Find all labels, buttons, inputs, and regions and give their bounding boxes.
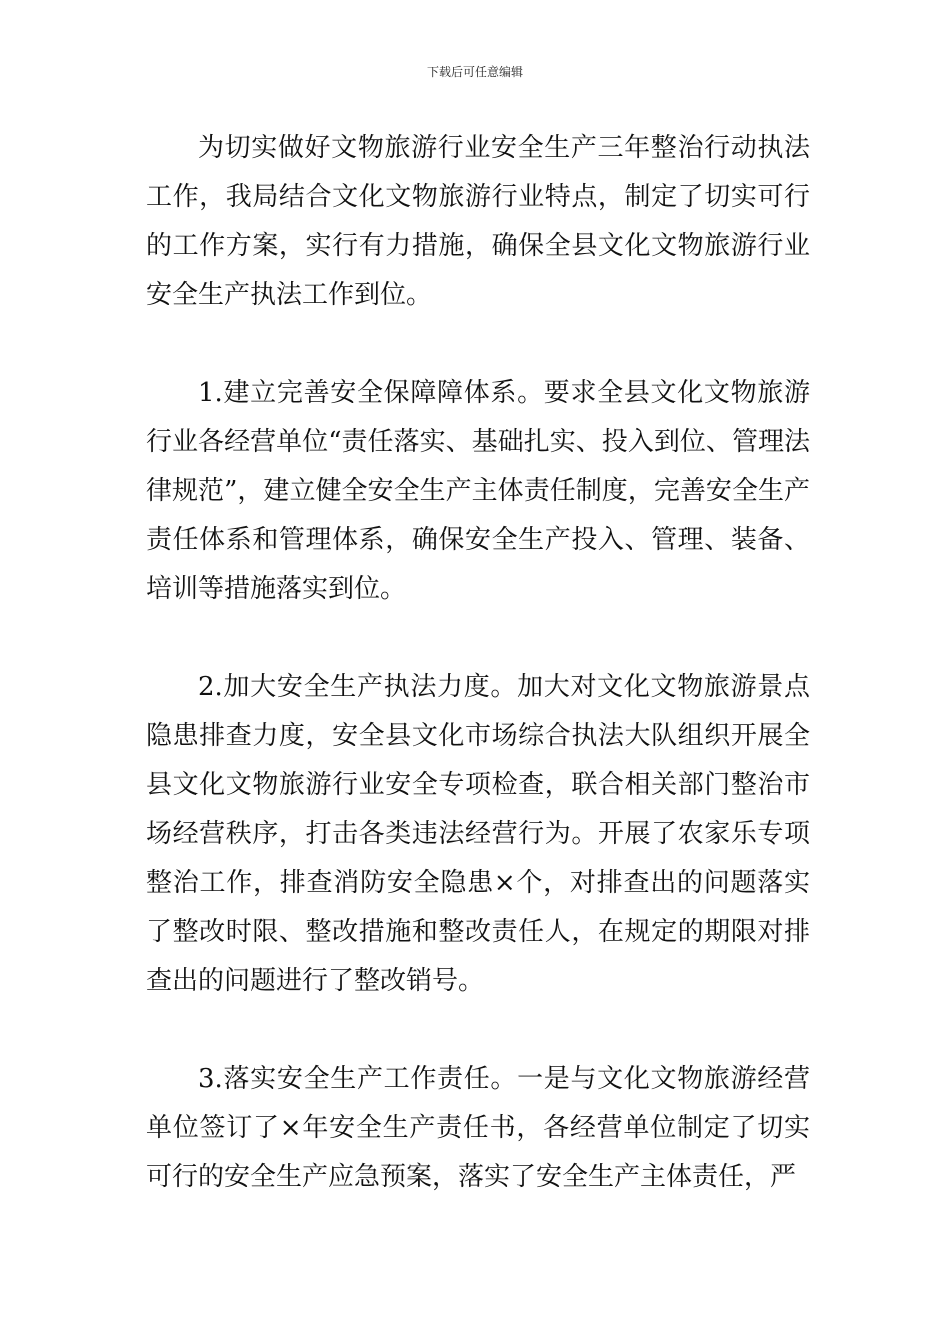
document-body [146,124,810,1202]
section-1-paragraph: 1.建立完善安全保障障体系。要求全县文化文物旅游行业各经营单位“责任落实、基础扎实、投入到位、管理法律规范”，建立健全安全生产主体责任制度，完善安全生产责任体系和管理体系，确保安全生产投入、管理、装备、培训等措施落实到位。 [146,378,810,604]
page-header: 下载后可任意编辑 [426,65,523,79]
section-2-paragraph: 2.加大安全生产执法力度。加大对文化文物旅游景点隐患排查力度，安全县文化市场综合执法大队组织开展全县文化文物旅游行业安全专项检查，联合相关部门整治市场经营秩序，打击各类违法经营行为。开展了农家乐专项整治工作，排查消防安全隐患×个，对排查出的问题落实了整改时限、整改措施和整改责任人，在规定的期限对排查出的问题进行了整改销号。 [146,672,810,996]
intro-paragraph: 为切实做好文物旅游行业安全生产三年整治行动执法工作，我局结合文化文物旅游行业特点，制定了切实可行的工作方案，实行有力措施，确保全县文化文物旅游行业安全生产执法工作到位。 [146,133,810,310]
section-3-paragraph: 3.落实安全生产工作责任。一是与文化文物旅游经营单位签订了×年安全生产责任书，各经营单位制定了切实可行的安全生产应急预案，落实了安全生产主体责任，严 [146,1064,810,1192]
